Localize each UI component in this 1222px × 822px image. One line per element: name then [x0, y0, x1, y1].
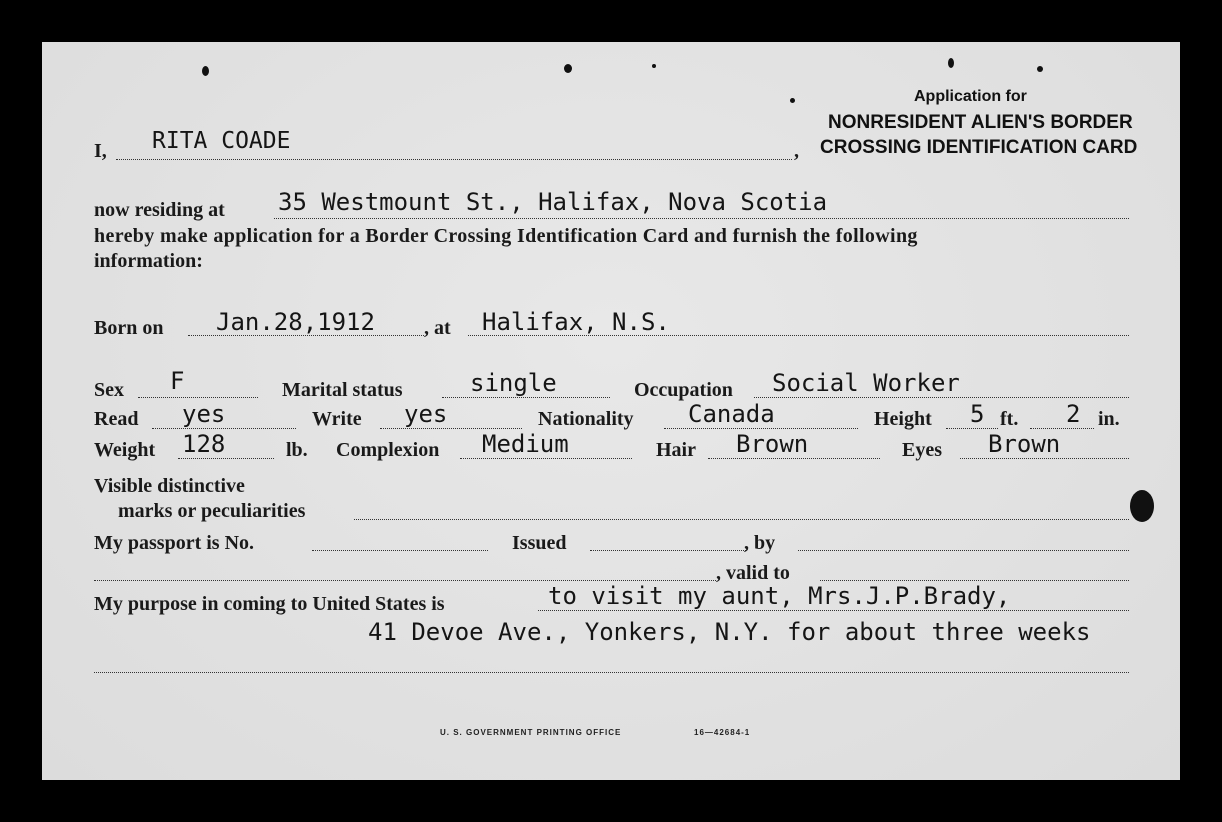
address-value: 35 Westmount St., Halifax, Nova Scotia [278, 188, 828, 216]
label-issued: Issued [512, 532, 567, 554]
label-purpose: My purpose in coming to United States is [94, 593, 445, 615]
address-line [274, 218, 1129, 219]
label-valid-to: , valid to [716, 562, 790, 584]
weight-line [178, 458, 274, 459]
purpose-value-2: 41 Devoe Ave., Yonkers, N.Y. for about three weeks [368, 618, 1091, 646]
label-by: , by [744, 532, 776, 554]
birth-place-value: Halifax, N.S. [482, 308, 670, 336]
ink-speck [652, 64, 656, 68]
hair-line [708, 458, 880, 459]
label-complexion: Complexion [336, 439, 440, 461]
ink-blot [1130, 490, 1154, 522]
label-ft: ft. [1000, 408, 1019, 430]
label-weight: Weight [94, 439, 156, 461]
ink-speck [564, 64, 572, 73]
complexion-value: Medium [482, 430, 569, 458]
ink-speck [790, 98, 795, 103]
label-born-on: Born on [94, 317, 164, 339]
marital-line [442, 397, 610, 398]
sex-value: F [170, 367, 185, 395]
form-number: 16—42684-1 [694, 728, 751, 737]
label-hereby: hereby make application for a Border Crossing Identification Card and furnish the following [94, 225, 918, 247]
applicant-name: RITA COADE [152, 128, 291, 154]
height-in-value: 2 [1066, 400, 1081, 428]
header-line1: Application for [914, 88, 1027, 105]
ink-speck [1037, 66, 1043, 72]
label-hair: Hair [656, 439, 696, 461]
label-height: Height [874, 408, 932, 430]
label-nationality: Nationality [538, 408, 634, 430]
height-ft-line [946, 428, 998, 429]
label-read: Read [94, 408, 139, 430]
read-value: yes [182, 400, 226, 428]
passport-continuation-line [94, 580, 716, 581]
marital-value: single [470, 369, 557, 397]
purpose-value-1: to visit my aunt, Mrs.J.P.Brady, [548, 582, 1011, 610]
birth-date-value: Jan.28,1912 [216, 308, 375, 336]
occupation-line [754, 397, 1129, 398]
label-marital: Marital status [282, 379, 403, 401]
occupation-value: Social Worker [772, 369, 960, 397]
label-visible-2: marks or peculiarities [118, 500, 306, 522]
label-in: in. [1098, 408, 1120, 430]
purpose-line [538, 610, 1129, 611]
label-eyes: Eyes [902, 439, 942, 461]
label-information: information: [94, 250, 203, 272]
sex-line [138, 397, 258, 398]
header-line2: NONRESIDENT ALIEN'S BORDER [828, 112, 1133, 133]
nationality-line [664, 428, 858, 429]
valid-to-line [820, 580, 1129, 581]
weight-value: 128 [182, 430, 226, 458]
height-in-line [1030, 428, 1094, 429]
passport-line [312, 550, 488, 551]
name-line [116, 159, 792, 160]
ink-speck [948, 58, 954, 68]
label-i: I, [94, 140, 107, 162]
label-visible-1: Visible distinctive [94, 475, 245, 497]
hair-value: Brown [736, 430, 809, 458]
border-crossing-application-card [42, 42, 1180, 780]
ink-speck [202, 66, 209, 76]
eyes-value: Brown [988, 430, 1061, 458]
label-at: , at [424, 317, 451, 339]
label-sex: Sex [94, 379, 124, 401]
purpose-continuation-line [94, 672, 1129, 673]
header-line3: CROSSING IDENTIFICATION CARD [820, 137, 1138, 158]
label-occupation: Occupation [634, 379, 733, 401]
printer-imprint: U. S. GOVERNMENT PRINTING OFFICE [440, 728, 622, 737]
marks-line [354, 519, 1129, 520]
by-line [798, 550, 1129, 551]
nationality-value: Canada [688, 400, 775, 428]
label-now-residing: now residing at [94, 199, 225, 221]
read-line [152, 428, 296, 429]
label-comma: , [794, 140, 799, 162]
label-lb: lb. [286, 439, 308, 461]
write-line [380, 428, 522, 429]
write-value: yes [404, 400, 448, 428]
complexion-line [460, 458, 632, 459]
height-ft-value: 5 [970, 400, 985, 428]
eyes-line [960, 458, 1129, 459]
label-write: Write [312, 408, 362, 430]
issued-line [590, 550, 746, 551]
label-passport: My passport is No. [94, 532, 255, 554]
